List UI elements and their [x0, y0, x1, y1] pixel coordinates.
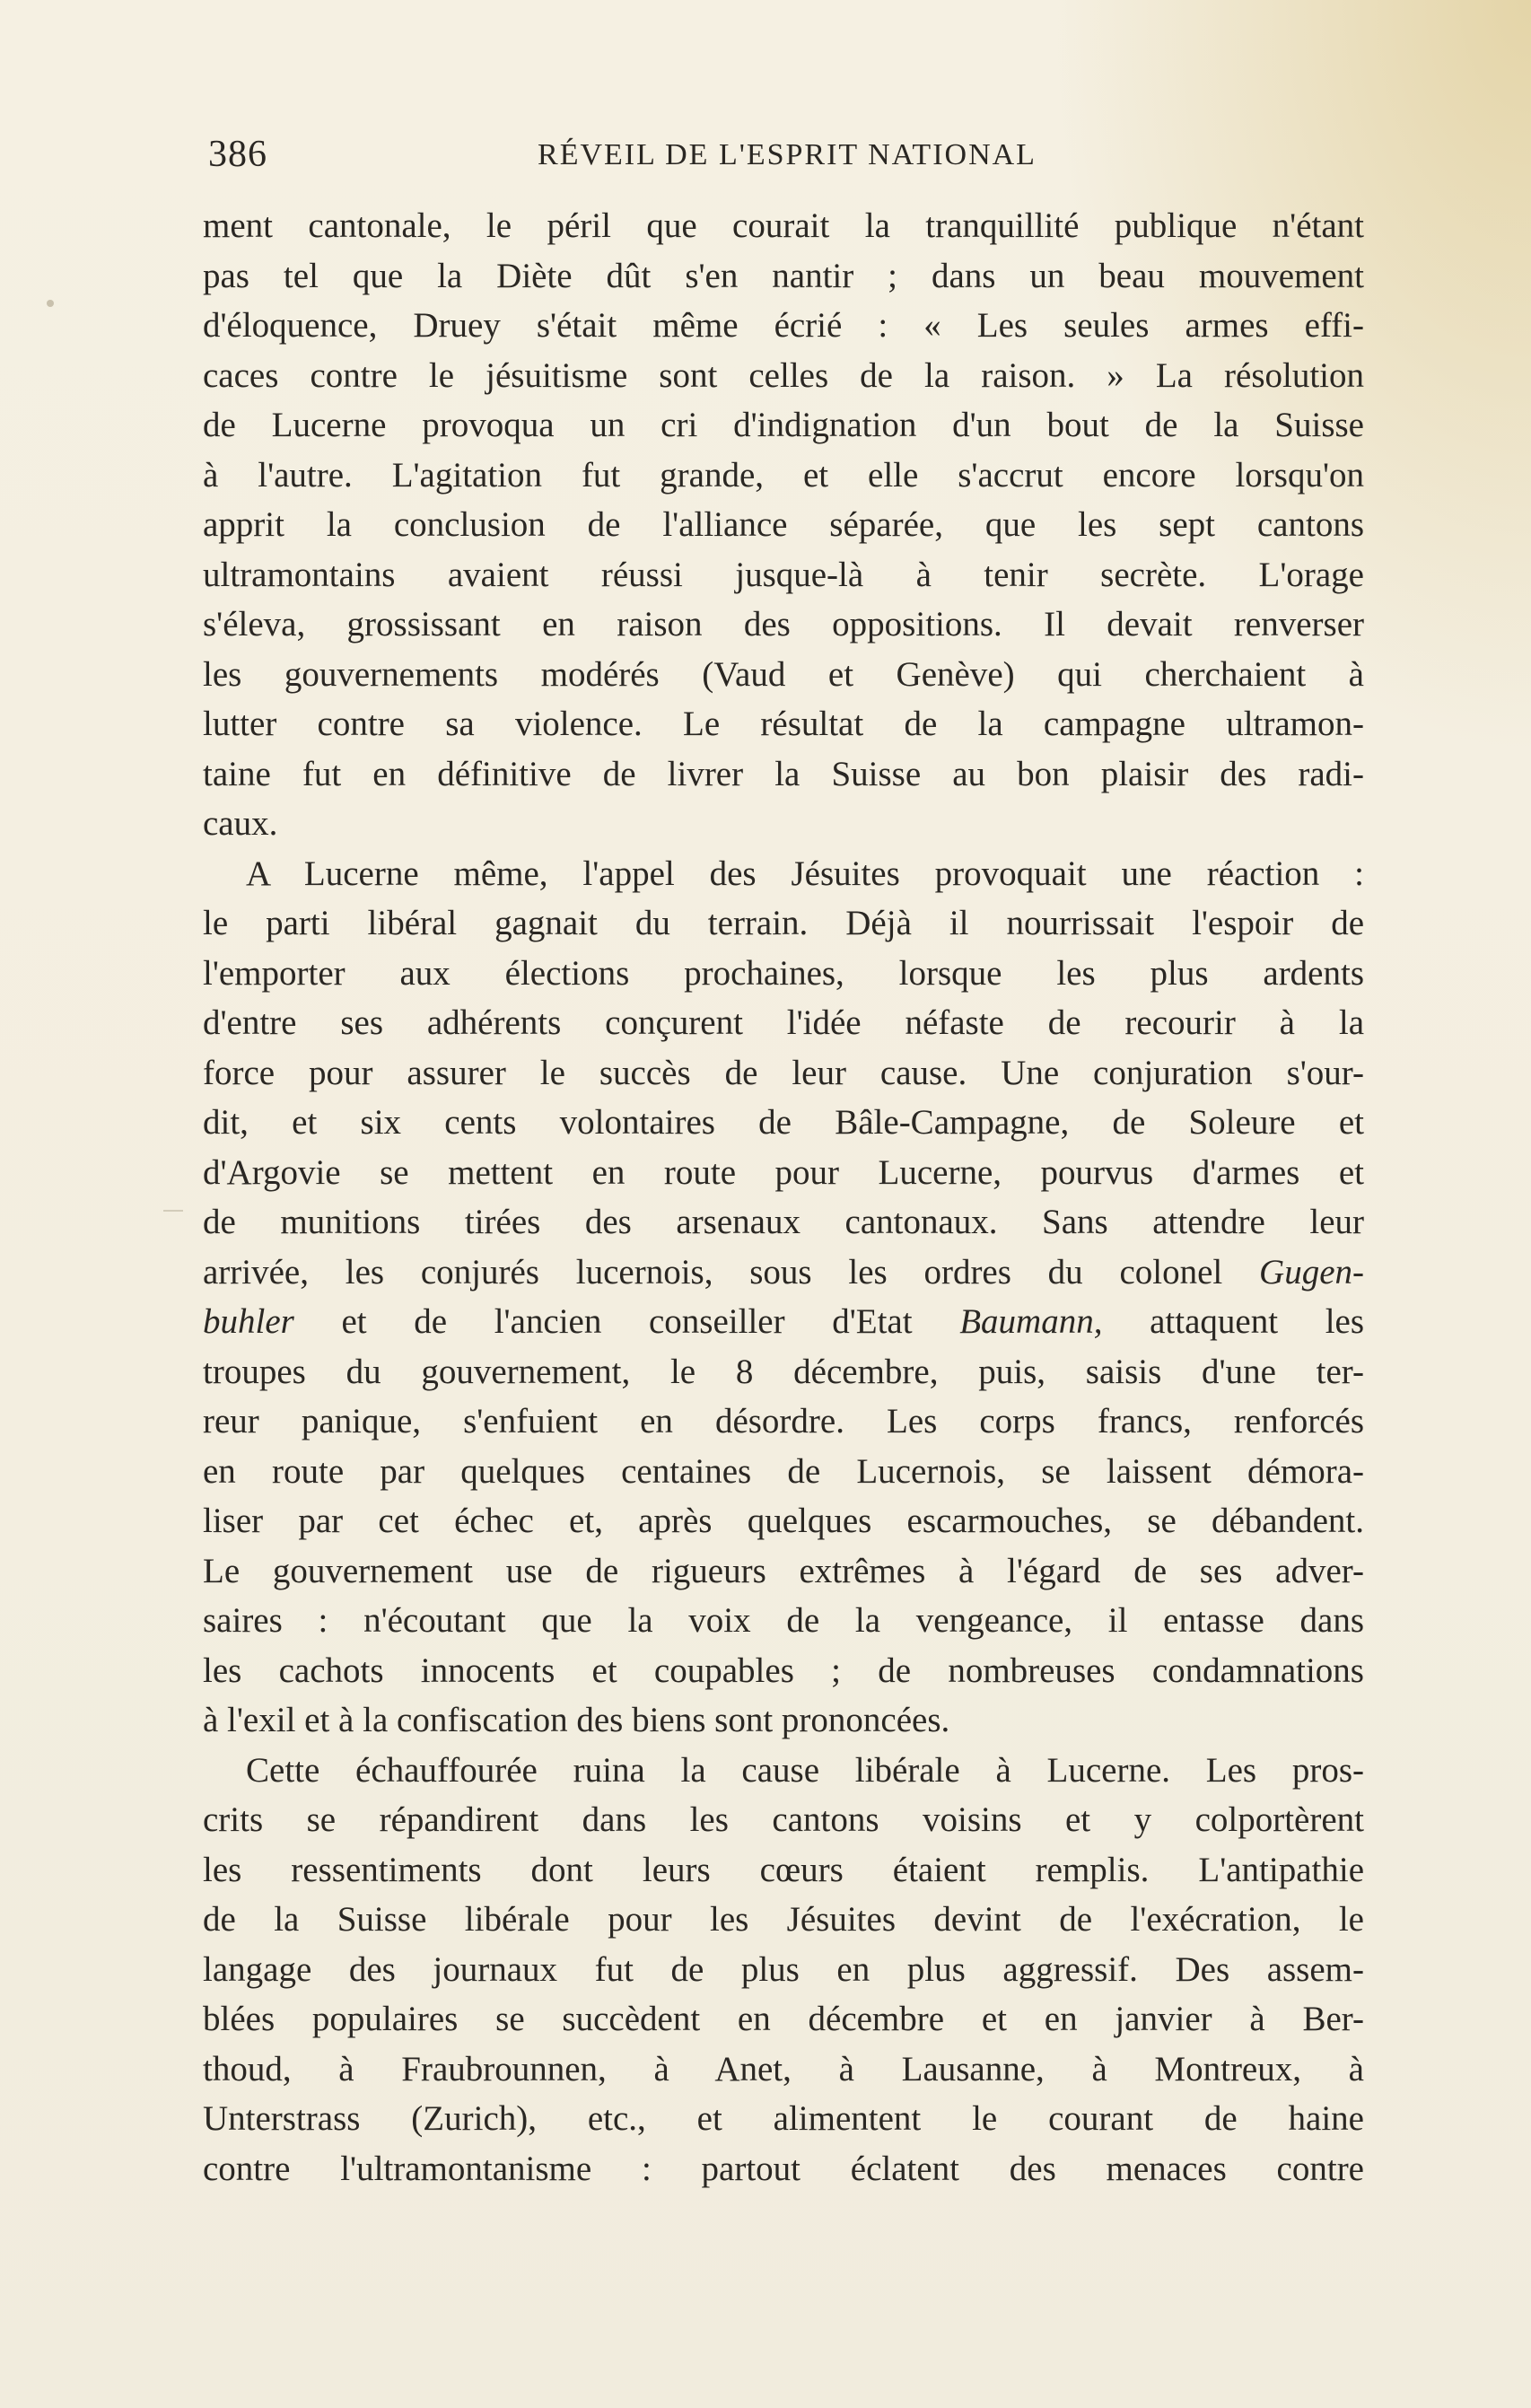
text-line: langage des journaux fut de plus en plus aggressif. Des assem-	[203, 1949, 1364, 1989]
text-line: Le gouvernement use de rigueurs extrêmes à l'égard de ses adver-	[203, 1551, 1364, 1590]
text-line: taine fut en définitive de livrer la Suisse au bon plaisir des radi-	[203, 754, 1364, 793]
text-line: reur panique, s'enfuient en désordre. Les corps francs, renforcés	[203, 1402, 1364, 1440]
text-line: de la Suisse libérale pour les Jésuites devint de l'exécration, le	[203, 1900, 1364, 1939]
text-line: force pour assurer le succès de leur cause. Une conjuration s'our-	[203, 1053, 1364, 1092]
text-line: Unterstrass (Zurich), etc., et alimentent le courant de haine	[203, 2099, 1364, 2138]
text-line: de munitions tirées des arsenaux cantonaux. Sans attendre leur	[203, 1203, 1364, 1241]
text-line-mixed	[203, 1297, 1364, 1347]
running-title: RÉVEIL DE L'ESPRIT NATIONAL	[538, 138, 1037, 171]
text-line: liser par cet échec et, après quelques escarmouches, se débandent.	[203, 1502, 1364, 1540]
text-run: arrivée, les conjurés lucernois, sous les ordres du colonel	[203, 1252, 1260, 1292]
text-line: d'éloquence, Druey s'était même écrié : « Les seules armes effi-	[203, 306, 1364, 345]
text-line: l'emporter aux élections prochaines, lorsque les plus ardents	[203, 953, 1364, 993]
text-line: à l'exil et à la confiscation des biens sont prononcées.	[203, 1701, 950, 1739]
margin-dash	[163, 1210, 183, 1212]
text-line: A Lucerne même, l'appel des Jésuites provoquait une réaction :	[246, 854, 1364, 893]
margin-speck	[47, 300, 54, 307]
text-line: les ressentiments dont leurs cœurs étaient remplis. L'antipathie	[203, 1850, 1364, 1889]
text-run: attaquent les	[1102, 1302, 1365, 1341]
text-line: apprit la conclusion de l'alliance séparée, que les sept cantons	[203, 505, 1364, 544]
text-line: contre l'ultramontanisme : partout éclatent des menaces contre	[203, 2149, 1364, 2188]
text-line: crits se répandirent dans les cantons voisins et y colportèrent	[203, 1800, 1364, 1839]
text-line: blées populaires se succèdent en décembre et en janvier à Ber-	[203, 2000, 1364, 2038]
text-line: d'entre ses adhérents conçurent l'idée néfaste de recourir à la	[203, 1003, 1364, 1042]
italic-name: buhler	[203, 1302, 294, 1341]
text-line-mixed	[203, 1248, 1364, 1298]
text-line: ultramontains avaient réussi jusque-là à tenir secrète. L'orage	[203, 555, 1364, 594]
running-head	[208, 133, 1366, 178]
text-line: saires : n'écoutant que la voix de la vengeance, il entasse dans	[203, 1601, 1364, 1640]
text-line: le parti libéral gagnait du terrain. Déjà il nourrissait l'espoir de	[203, 904, 1364, 942]
text-line: les cachots innocents et coupables ; de nombreuses condamnations	[203, 1651, 1364, 1690]
text-line: de Lucerne provoqua un cri d'indignation d'un bout de la Suisse	[203, 406, 1364, 444]
text-line: ment cantonale, le péril que courait la tranquillité publique n'étant	[203, 206, 1364, 245]
text-line: Cette échauffourée ruina la cause libérale à Lucerne. Les pros-	[246, 1750, 1364, 1790]
italic-name: Baumann,	[959, 1302, 1103, 1341]
text-line: lutter contre sa violence. Le résultat de la campagne ultramon-	[203, 705, 1364, 743]
text-line: caces contre le jésuitisme sont celles de la raison. » La résolution	[203, 355, 1364, 395]
text-line: thoud, à Fraubrounnen, à Anet, à Lausanne, à Montreux, à	[203, 2049, 1364, 2088]
text-line: les gouvernements modérés (Vaud et Genève) qui cherchaient à	[203, 654, 1364, 694]
text-line: dit, et six cents volontaires de Bâle-Campagne, de Soleure et	[203, 1103, 1364, 1142]
text-run: et de l'ancien conseiller d'Etat	[341, 1302, 960, 1341]
text-line: d'Argovie se mettent en route pour Lucerne, pourvus d'armes et	[203, 1152, 1364, 1192]
text-line: caux.	[203, 804, 278, 843]
page-number: 386	[208, 134, 267, 175]
text-line: troupes du gouvernement, le 8 décembre, puis, saisis d'une ter-	[203, 1352, 1364, 1391]
italic-name: Gugen-	[1259, 1252, 1364, 1292]
text-line: à l'autre. L'agitation fut grande, et elle s'accrut encore lorsqu'on	[203, 455, 1364, 495]
body-text	[203, 201, 1364, 2193]
text-line: en route par quelques centaines de Lucernois, se laissent démora-	[203, 1451, 1364, 1491]
text-line: pas tel que la Diète dût s'en nantir ; dans un beau mouvement	[203, 256, 1364, 295]
text-line: s'éleva, grossissant en raison des oppositions. Il devait renverser	[203, 605, 1364, 644]
